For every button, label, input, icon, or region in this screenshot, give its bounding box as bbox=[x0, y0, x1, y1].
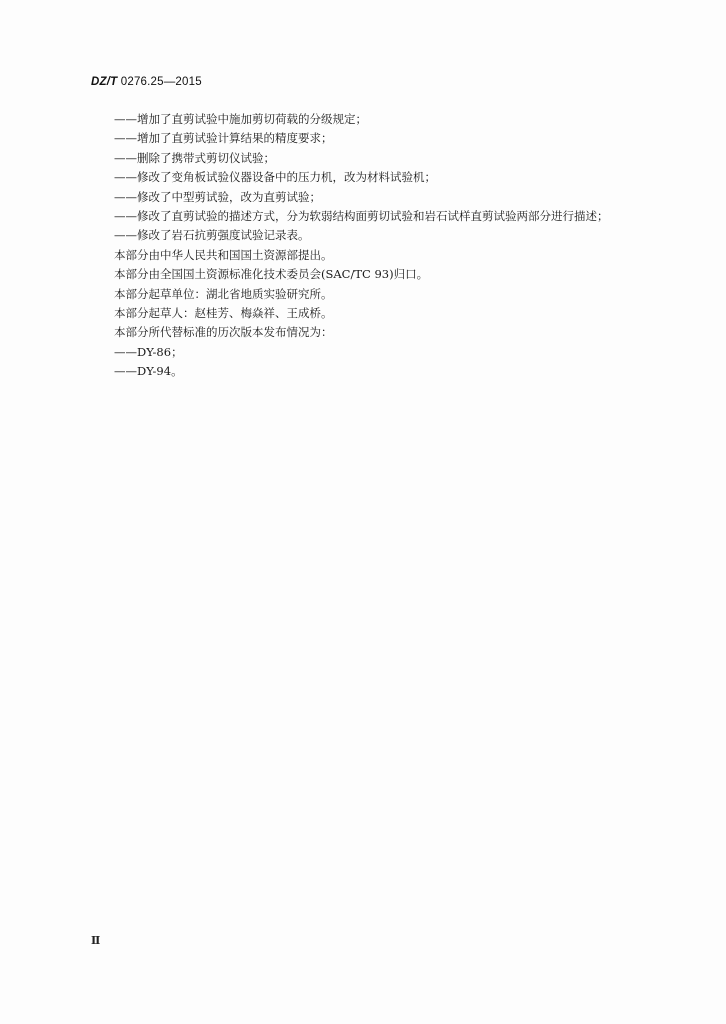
drafting-unit: 本部分起草单位：湖北省地质实验研究所。 bbox=[114, 286, 333, 301]
standard-code bbox=[91, 76, 202, 88]
drafters: 本部分起草人：赵桂芳、梅焱祥、王成桥。 bbox=[114, 305, 333, 320]
page-number: Ⅱ bbox=[91, 934, 101, 947]
previous-editions-heading: 本部分所代替标准的历次版本发布情况为： bbox=[114, 325, 333, 340]
committee-statement: 本部分由全国国土资源标准化技术委员会(SAC/TC 93)归口。 bbox=[114, 267, 429, 282]
change-item-direct-shear-description: ——修改了直剪试验的描述方式，分为软弱结构面剪切试验和岩石试样直剪试验两部分进行描述； bbox=[114, 208, 609, 223]
previous-edition-item: ——DY-86； bbox=[114, 344, 183, 359]
standard-code-prefix: DZ/T bbox=[91, 76, 118, 88]
change-item-medium-shear: ——修改了中型剪试验，改为直剪试验； bbox=[114, 189, 321, 204]
change-item-shear-load-grading: ——增加了直剪试验中施加剪切荷载的分级规定； bbox=[114, 112, 367, 126]
change-item-press-machine: ——修改了变角板试验仪器设备中的压力机，改为材料试验机； bbox=[114, 170, 436, 185]
body-text bbox=[114, 110, 674, 381]
previous-edition-item: ——DY-94。 bbox=[114, 364, 183, 379]
change-item-precision-requirement: ——增加了直剪试验计算结果的精度要求； bbox=[114, 131, 333, 146]
standard-code-number: 0276.25—2015 bbox=[117, 76, 202, 88]
change-item-record-table: ——修改了岩石抗剪强度试验记录表。 bbox=[114, 228, 310, 243]
change-item-portable-shear-removed: ——删除了携带式剪切仪试验； bbox=[114, 150, 275, 165]
proposer-statement: 本部分由中华人民共和国国土资源部提出。 bbox=[114, 247, 333, 262]
